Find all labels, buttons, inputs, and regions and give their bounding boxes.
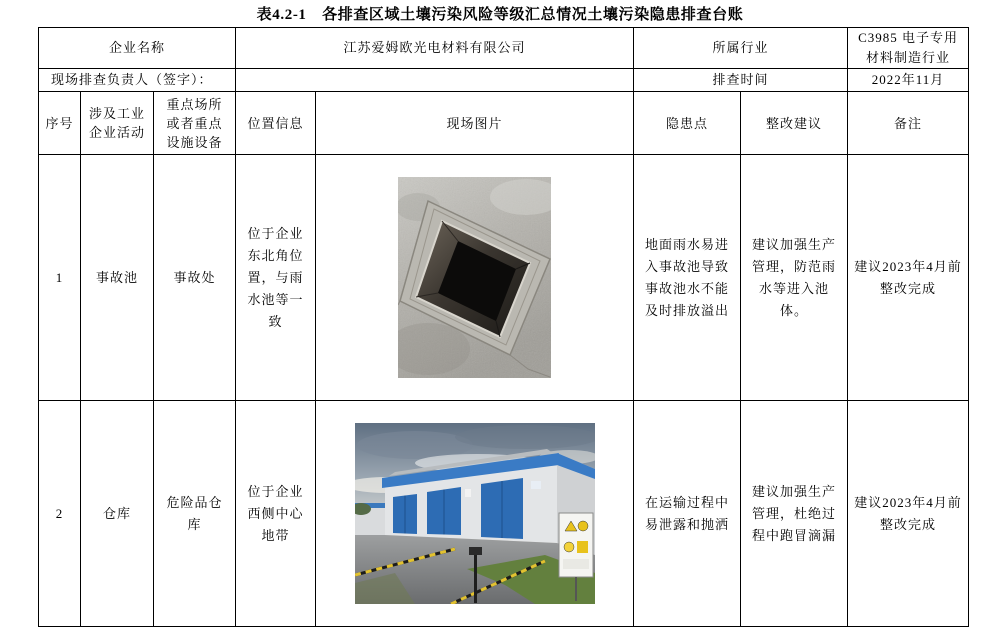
company-name-label: 企业名称 [39, 28, 236, 69]
row-hazard: 在运输过程中 易泄露和抛洒 [634, 401, 741, 627]
warehouse-photo [355, 423, 595, 604]
col-header-suggestion: 整改建议 [741, 92, 848, 155]
table-row [39, 155, 969, 401]
industry-value: C3985 电子专用 材料制造行业 [848, 28, 969, 69]
inspection-date-value: 2022年11月 [848, 69, 969, 92]
hazard-ledger-table [38, 27, 969, 627]
col-header-photo: 现场图片 [316, 92, 634, 155]
row-suggestion: 建议加强生产 管理，防范雨 水等进入池 体。 [741, 155, 848, 401]
pit-photo [398, 177, 551, 378]
row-location: 位于企业 东北角位 置，与雨 水池等一 致 [236, 155, 316, 401]
col-header-facility: 重点场所 或者重点 设施设备 [154, 92, 236, 155]
row-no: 2 [39, 401, 81, 627]
row-photo-cell [316, 401, 634, 627]
col-header-location: 位置信息 [236, 92, 316, 155]
row-suggestion: 建议加强生产 管理，杜绝过 程中跑冒滴漏 [741, 401, 848, 627]
row-no: 1 [39, 155, 81, 401]
inspection-info-row [39, 69, 969, 92]
row-remark: 建议2023年4月前 整改完成 [848, 155, 969, 401]
table-title: 表4.2-1 各排查区域土壤污染风险等级汇总情况土壤污染隐患排查台账 [256, 7, 744, 23]
row-facility: 危险品仓 库 [154, 401, 236, 627]
row-activity: 事故池 [81, 155, 154, 401]
col-header-no: 序号 [39, 92, 81, 155]
industry-label: 所属行业 [634, 28, 848, 69]
row-photo-cell [316, 155, 634, 401]
col-header-hazard: 隐患点 [634, 92, 741, 155]
table-row [39, 401, 969, 627]
row-facility: 事故处 [154, 155, 236, 401]
col-header-activity: 涉及工业 企业活动 [81, 92, 154, 155]
company-name-value: 江苏爱姆欧光电材料有限公司 [236, 28, 634, 69]
company-info-row [39, 28, 969, 69]
row-hazard: 地面雨水易进 入事故池导致 事故池水不能 及时排放溢出 [634, 155, 741, 401]
inspection-date-label: 排查时间 [634, 69, 848, 92]
col-header-remark: 备注 [848, 92, 969, 155]
row-location: 位于企业 西侧中心 地带 [236, 401, 316, 627]
inspector-signature-field [236, 69, 634, 92]
row-activity: 仓库 [81, 401, 154, 627]
row-remark: 建议2023年4月前 整改完成 [848, 401, 969, 627]
inspector-signature-label: 现场排查负责人（签字）： [39, 69, 236, 92]
column-header-row [39, 92, 969, 155]
